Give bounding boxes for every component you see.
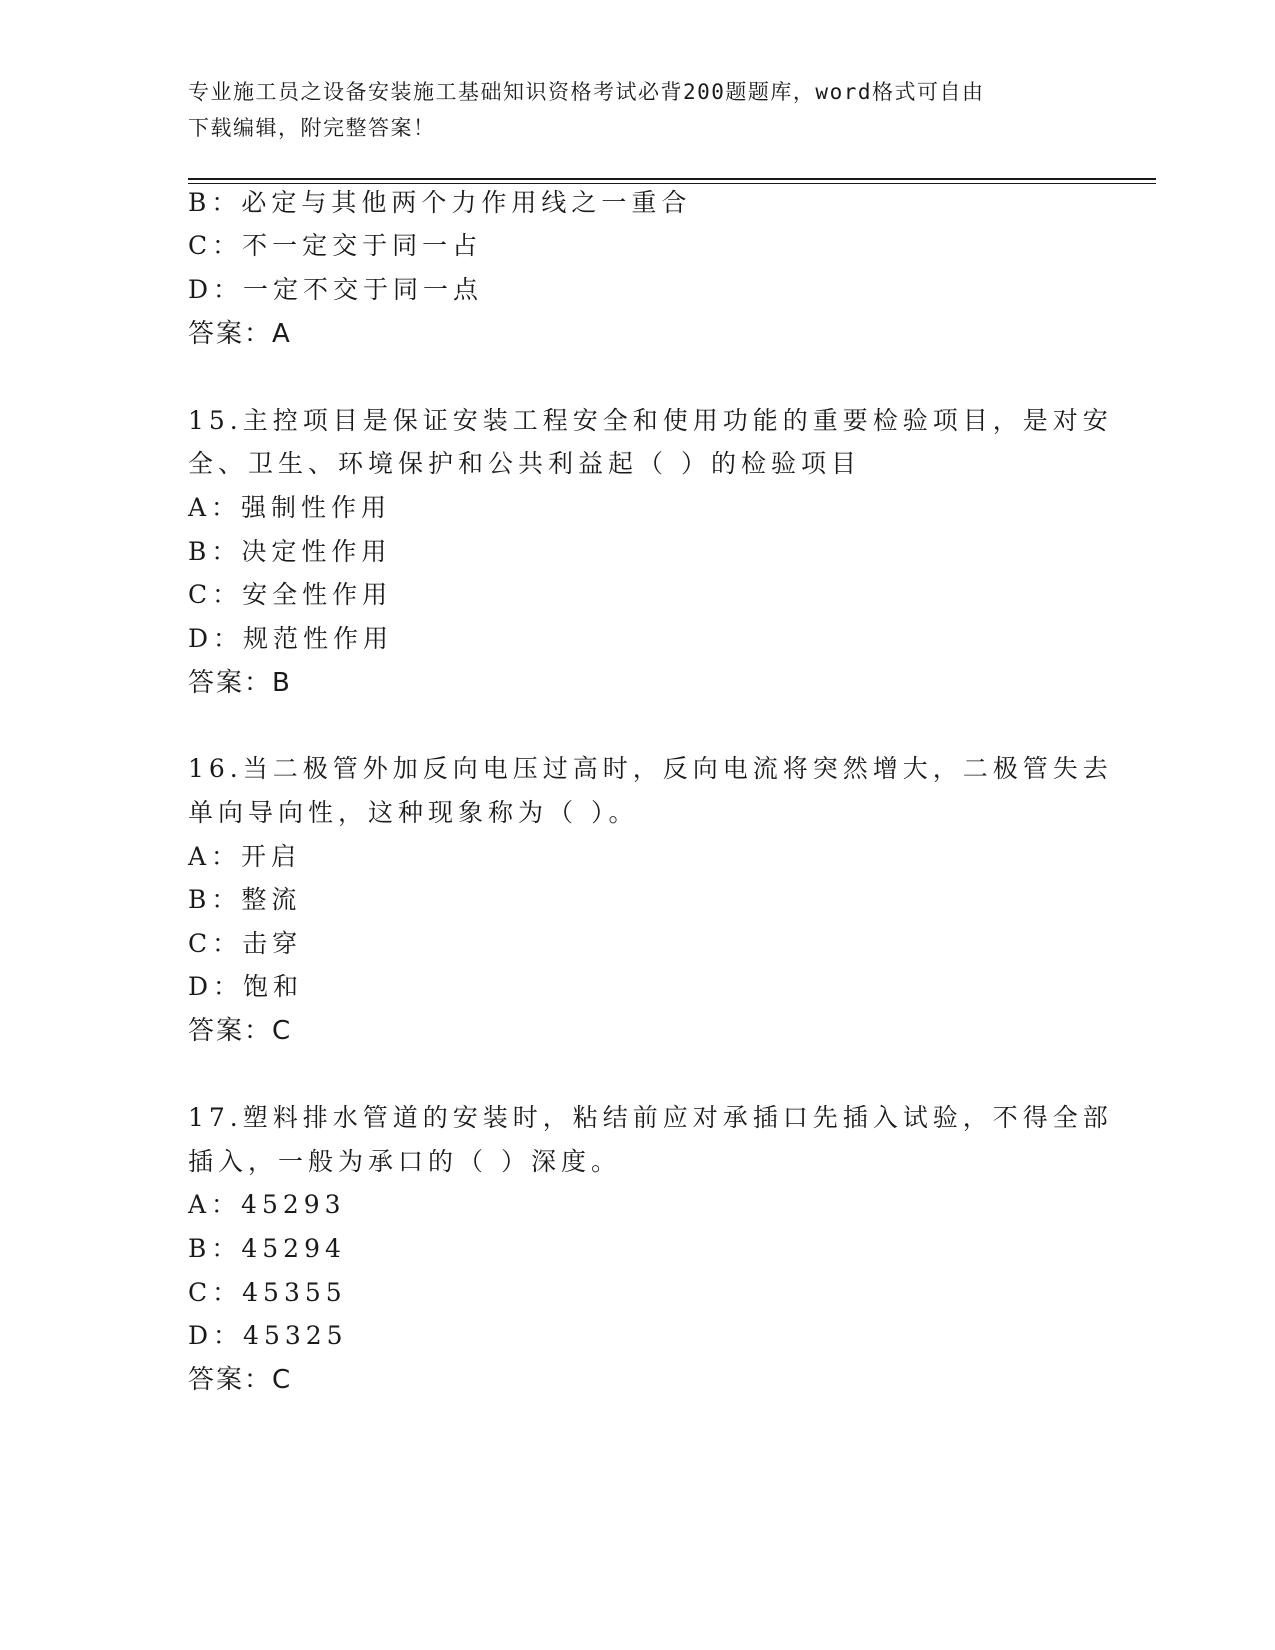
option-b-q17: B：45294 <box>188 1234 346 1263</box>
option-d-q15: D：规范性作用 <box>188 624 394 653</box>
document-header <box>188 74 1068 146</box>
header-line-2: 下载编辑，附完整答案！ <box>188 116 436 140</box>
option-b-q16: B：整流 <box>188 885 302 914</box>
header-divider-thick <box>188 178 1156 180</box>
question-15-stem-line-2: 全、卫生、环境保护和公共利益起（ ）的检验项目 <box>188 449 861 478</box>
question-17-stem-line-2: 插入，一般为承口的（ ）深度。 <box>188 1147 621 1176</box>
question-15-stem-line-1: 15.主控项目是保证安装工程安全和使用功能的重要检验项目，是对安 <box>188 406 1113 435</box>
answer-q16: 答案：C <box>188 1016 293 1046</box>
option-c-q15: C：安全性作用 <box>188 580 393 609</box>
option-a-q16: A：开启 <box>188 842 302 871</box>
option-c-q14: C：不一定交于同一占 <box>188 231 483 260</box>
answer-q14: 答案：A <box>188 319 292 349</box>
answer-q17: 答案：C <box>188 1365 293 1395</box>
option-b-q14: B：必定与其他两个力作用线之一重合 <box>188 188 692 217</box>
header-divider-thin <box>188 183 1156 184</box>
option-b-q15: B：决定性作用 <box>188 537 392 566</box>
question-16-stem-line-1: 16.当二极管外加反向电压过高时，反向电流将突然增大，二极管失去 <box>188 754 1113 783</box>
option-d-q14: D：一定不交于同一点 <box>188 275 484 304</box>
option-d-q17: D：45325 <box>188 1321 348 1350</box>
option-a-q15: A：强制性作用 <box>188 493 392 522</box>
option-c-q17: C：45355 <box>188 1278 347 1307</box>
question-17-stem-line-1: 17.塑料排水管道的安装时，粘结前应对承插口先插入试验，不得全部 <box>188 1103 1113 1132</box>
option-a-q17: A：45293 <box>188 1190 346 1219</box>
option-d-q16: D：饱和 <box>188 972 304 1001</box>
question-16-stem-line-2: 单向导向性，这种现象称为（ ）。 <box>188 798 639 827</box>
option-c-q16: C：击穿 <box>188 929 303 958</box>
answer-q15: 答案：B <box>188 668 292 698</box>
header-line-1: 专业施工员之设备安装施工基础知识资格考试必背200题题库，word格式可自由 <box>188 80 985 104</box>
